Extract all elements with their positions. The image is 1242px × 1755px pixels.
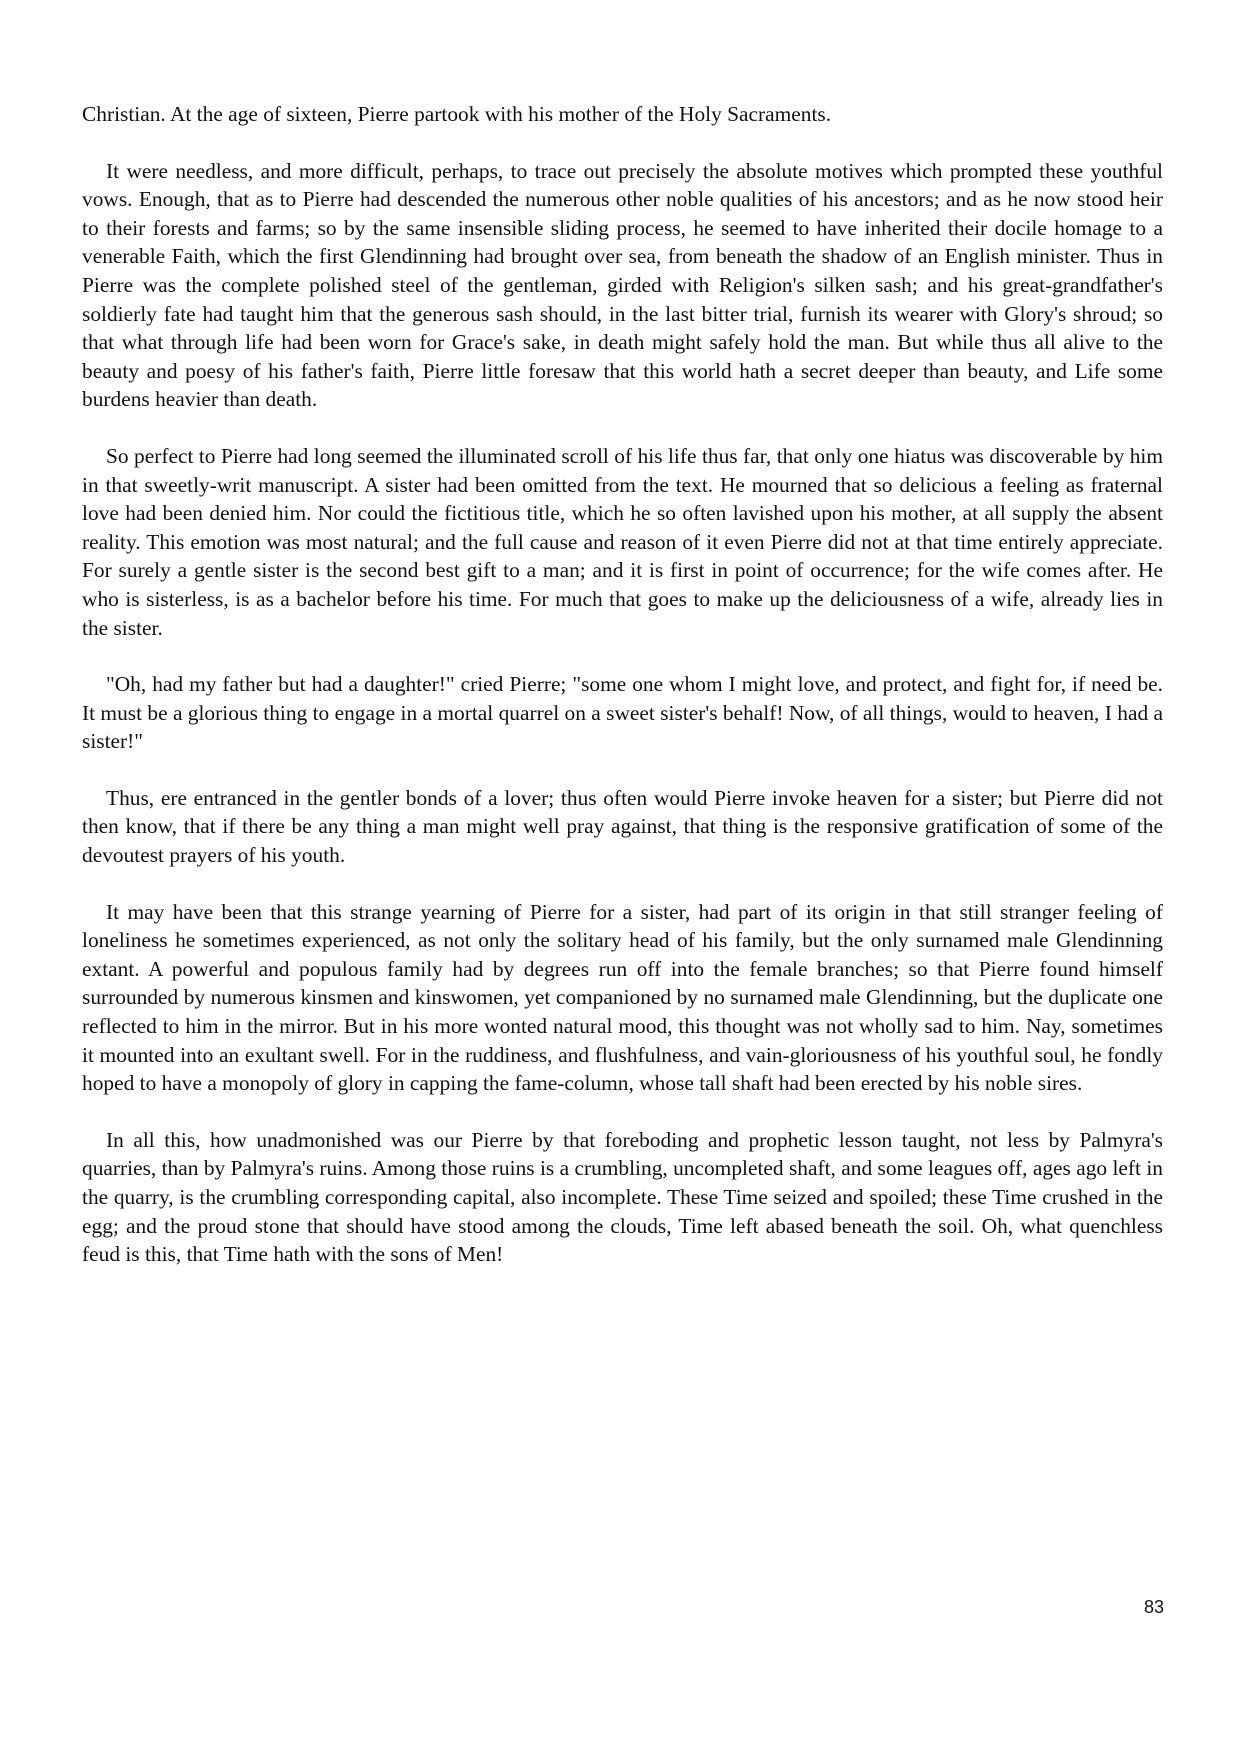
body-text bbox=[82, 100, 1163, 1297]
paragraph-6: It may have been that this strange yearning of Pierre for a sister, had part of its origin in that still stranger feeling of loneliness he sometimes experienced, as not only the solitary head of his family, but the only surnamed male Glendinning extant. A powerful and populous family had by degrees run off into the female branches; so that Pierre found himself surrounded by numerous kinsmen and kinswomen, yet companioned by no surnamed male Glendinning, but the duplicate one reflected to him in the mirror. But in his more wonted natural mood, this thought was not wholly sad to him. Nay, sometimes it mounted into an exultant swell. For in the ruddiness, and flushfulness, and vain-gloriousness of his youthful soul, he fondly hoped to have a monopoly of glory in capping the fame-column, whose tall shaft had been erected by his noble sires. bbox=[82, 899, 1163, 1096]
page-number: 83 bbox=[1143, 1597, 1164, 1617]
paragraph-4: "Oh, had my father but had a daughter!" cried Pierre; "some one whom I might love, and protect, and fight for, if need be. It must be a glorious thing to engage in a mortal quarrel on a sweet sister's behalf! Now, of all things, would to heaven, I had a sister!" bbox=[82, 672, 1163, 754]
paragraph-2: It were needless, and more difficult, perhaps, to trace out precisely the absolute motives which prompted these youthful vows. Enough, that as to Pierre had descended the numerous other noble qualities of his ancestors; and as he now stood heir to their forests and farms; so by the same insensible sliding process, he seemed to have inherited their docile homage to a venerable Faith, which the first Glendinning had brought over sea, from beneath the shadow of an English minister. Thus in Pierre was the complete polished steel of the gentleman, girded with Religion's silken sash; and his great-grandfather's soldierly fate had taught him that the generous sash should, in the last bitter trial, furnish its wearer with Glory's shroud; so that what through life had been worn for Grace's sake, in death might safely hold the man. But while thus all alive to the beauty and poesy of his father's faith, Pierre little foresaw that this world hath a secret deeper than beauty, and Life some burdens heavier than death. bbox=[82, 158, 1163, 412]
paragraph-1: Christian. At the age of sixteen, Pierre partook with his mother of the Holy Sacraments. bbox=[82, 102, 832, 126]
paragraph-7: In all this, how unadmonished was our Pierre by that foreboding and prophetic lesson taught, not less by Palmyra's quarries, than by Palmyra's ruins. Among those ruins is a crumbling, uncompleted shaft, and some leagues off, ages ago left in the quarry, is the crumbling corresponding capital, also incomplete. These Time seized and spoiled; these Time crushed in the egg; and the proud stone that should have stood among the clouds, Time left abased beneath the soil. Oh, what quenchless feud is this, that Time hath with the sons of Men! bbox=[82, 1127, 1163, 1267]
paragraph-5: Thus, ere entranced in the gentler bonds of a lover; thus often would Pierre invoke heaven for a sister; but Pierre did not then know, that if there be any thing a man might well pray against, that thing is the responsive gratification of some of the devoutest prayers of his youth. bbox=[82, 785, 1163, 868]
paragraph-3: So perfect to Pierre had long seemed the illuminated scroll of his life thus far, that only one hiatus was discoverable by him in that sweetly-writ manuscript. A sister had been omitted from the text. He mourned that so delicious a feeling as fraternal love had been denied him. Nor could the fictitious title, which he so often lavished upon his mother, at all supply the absent reality. This emotion was most natural; and the full cause and reason of it even Pierre did not at that time entirely appreciate. For surely a gentle sister is the second best gift to a man; and it is first in point of occurrence; for the wife comes after. He who is sisterless, is as a bachelor before his time. For much that goes to make up the deliciousness of a wife, already lies in the sister. bbox=[82, 443, 1163, 640]
